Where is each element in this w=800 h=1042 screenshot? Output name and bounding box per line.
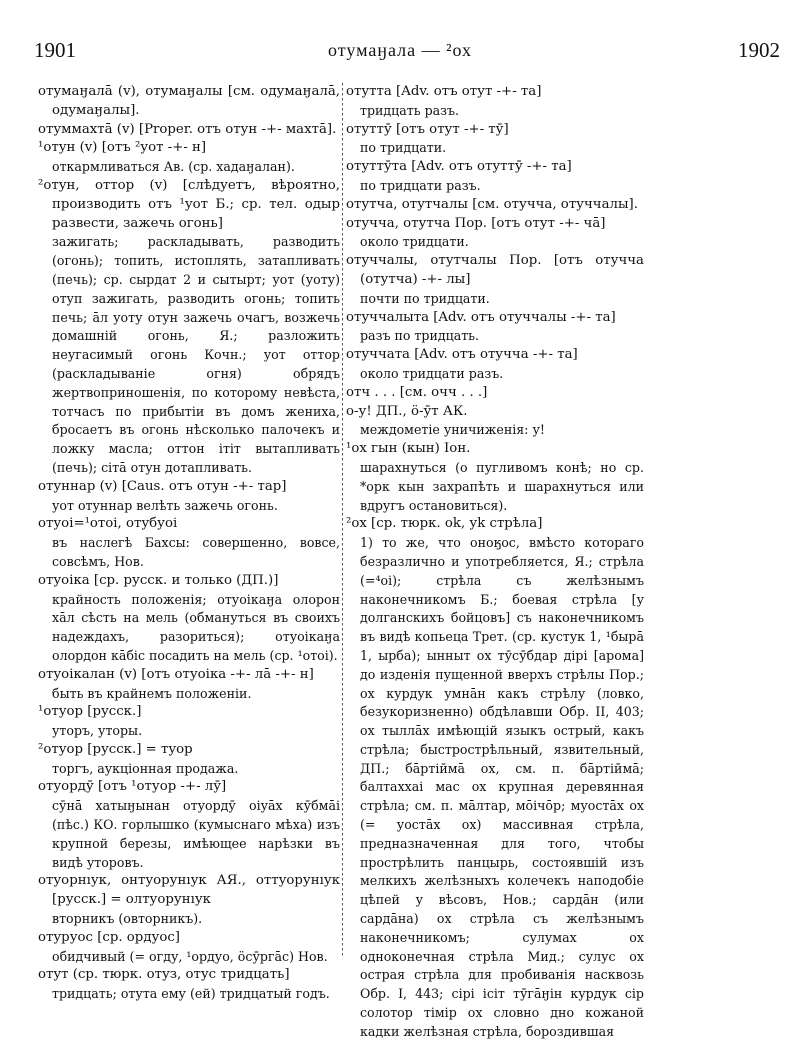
dictionary-headword: отуоіка [ср. русск. и только (ДП.)] xyxy=(38,572,279,588)
dictionary-definition: въ наслегѣ Бахсы: совершенно, вовсе, совсѣмъ, Нов. xyxy=(52,535,340,569)
dictionary-headword: отут (ср. тюрк. отуз, отус тридцать] xyxy=(38,967,290,983)
dictionary-headword: отуммахтā (v) [Proper. отъ отун -+- махтā]. xyxy=(38,121,337,137)
dictionary-headword: отуоі=¹отоі, отубуоі xyxy=(38,516,178,532)
dictionary-definition: по тридцати разъ. xyxy=(360,177,481,193)
dictionary-headword: отуоікалан (v) [отъ отуоіка -+- лā -+- н] xyxy=(38,666,314,682)
dictionary-definition: по тридцати. xyxy=(360,140,447,156)
dictionary-definition: тридцать; отута ему (ей) тридцатый годъ. xyxy=(52,986,330,1002)
dictionary-headword: отутча, отутчалы [см. отучча, отуччалы]. xyxy=(346,196,638,212)
dictionary-headword: отуордӯ [отъ ¹отуор -+- лӯ] xyxy=(38,779,227,795)
dictionary-definition: около тридцати. xyxy=(360,234,469,250)
dictionary-headword: ²ох [ср. тюрк. ok, уk стрѣла] xyxy=(346,516,543,532)
dictionary-headword: отуруос [ср. ордуос] xyxy=(38,929,180,945)
dictionary-definition: вторникъ (овторникъ). xyxy=(52,911,203,927)
dictionary-definition: крайность положенія; отуоікаӈа олорон хāл сѣсть на мель (обмануться въ своихъ надеждахъ, разориться); отуоікаӈа олордон кāбіс посадить на мель (ср. ¹отоі). xyxy=(52,591,340,663)
dictionary-headword: отумаӈалā (v), отумаӈалы [см. одумаӈалā, одумаӈалы]. xyxy=(38,84,340,118)
dictionary-headword: отуттӯ [отъ отут -+- тӯ] xyxy=(346,121,509,137)
dictionary-headword: о-у! ДП., ö-ӯт АК. xyxy=(346,403,468,419)
dictionary-definition: разъ по тридцать. xyxy=(360,328,480,344)
dictionary-headword: отч . . . [см. очч . . .] xyxy=(346,384,488,400)
dictionary-definition: 1) то же, что оноӄос, вмѣсто котораго безразлично и употребляется, Я.; стрѣла (=⁴оі); стрѣла съ желѣзнымъ наконечникомъ Б.; боевая стрѣла [у долганскихъ бойцовъ] съ наконечникомъ въ видѣ копьеца Трет. (ср. кустук 1, ¹бырā 1, ырба); ынныт ох тӯсӯбдар дірі [арома] до изденія пущенной вверхъ стрѣлы Пор.; ох курдук умнāн какъ стрѣлу (ловко, безукоризненно) обдѣлавши Обр. II, 403; ох тыллāх имѣющій языкъ острый, какъ стрѣла; быстрострѣльный, язвительный, ДП.; бāртіӣмā ох, см. п. бāртіӣмā; балтаххаі мас ох крупная деревянная стрѣла; см. п. мāлтар, мōічōр; муостāх ох (= уостāх ох) массивная стрѣла, предназначенная для того, чтобы прострѣлить панцырь, состоявшій изъ мелкихъ желѣзныхъ колечекъ наподобіе цѣпей у вѣсовъ, Нов.; сардāн (или сардāна) ох стрѣла съ желѣзнымъ наконечникомъ; сулумах ох одноконечная стрѣла Мид.; сулус ох острая стрѣла для пробиванія насквозь Обр. I, 443; сірі ісіт тӯгāӈін курдук сір солотор тімір ох словно дно кожаной кадки желѣзная стрѣла, бороздившая xyxy=(360,535,644,1039)
dictionary-headword: ²отуор [русск.] = туор xyxy=(38,741,193,757)
dictionary-definition: зажигать; раскладывать, разводить (огонь); топить, истоплять, затапливать (печь); ср. сырдат 2 и сытырт; уот (уоту) отуп зажигать, разводить огонь; топить печь; āл уоту отун зажечь очагъ, возжечь домашній огонь, Я.; разложить неугасимый огонь Кочн.; уот оттор (раскладываніе огня) обрядъ жертвоприношенія, по которому невѣста, тотчасъ по прибытіи въ домъ жениха, бросаетъ въ огонь нѣсколько палочекъ и ложку масла; оттон ітіт вытапливать (печь); сітā отун дотапливать. xyxy=(52,234,340,475)
dictionary-definition: сӯнā хатыӈынан отуордӯ оіуāх кӯбмāі (пѣс.) КО. горлышко (кумыснаго мѣха) изъ крупной березы, имѣющее нарѣзки въ видѣ уторовъ. xyxy=(52,798,340,870)
page-header xyxy=(20,38,780,64)
dictionary-headword: отуччата [Adv. отъ отучча -+- та] xyxy=(346,347,578,363)
dictionary-headword: ¹отуор [русск.] xyxy=(38,704,142,720)
page-number-right: 1902 xyxy=(738,38,780,62)
right-column xyxy=(346,83,644,1039)
dictionary-definition: шарахнуться (о пугливомъ конѣ; но ср. *орк кын захрапѣть и шарахнуться или вдругъ остановиться). xyxy=(360,459,644,513)
column-divider xyxy=(342,83,343,956)
dictionary-headword: отучча, отутча Пор. [отъ отут -+- чā] xyxy=(346,215,606,231)
dictionary-headword: отутта [Adv. отъ отут -+- та] xyxy=(346,84,542,99)
dictionary-headword: ¹отун (v) [отъ ²уот -+- н] xyxy=(38,140,207,156)
page-number-left: 1901 xyxy=(34,38,76,62)
dictionary-definition: откармливаться Ав. (ср. хадаӈалан). xyxy=(52,159,295,175)
dictionary-headword: ¹ох гын (кын) Іон. xyxy=(346,441,471,457)
dictionary-definition: уторъ, уторы. xyxy=(52,723,143,739)
dictionary-headword: отуттӯта [Adv. отъ отуттӯ -+- та] xyxy=(346,159,572,175)
dictionary-definition: тридцать разъ. xyxy=(360,102,460,118)
left-column xyxy=(38,83,340,1028)
dictionary-headword: отуннар (v) [Caus. отъ отун -+- тар] xyxy=(38,478,287,494)
dictionary-definition: торгъ, аукціонная продажа. xyxy=(52,760,239,776)
dictionary-definition: почти по тридцати. xyxy=(360,290,490,306)
dictionary-headword: ²отун, оттор (v) [слѣдуетъ, вѣроятно, производить отъ ¹уот Б.; ср. тел. одыр развести, зажечь огонь] xyxy=(38,177,340,231)
dictionary-definition: около тридцати разъ. xyxy=(360,365,504,381)
dictionary-definition: обидчивый (= огду, ¹ордуо, öсӯргāс) Нов. xyxy=(52,948,328,964)
dictionary-definition: уот отуннар велѣть зажечь огонь. xyxy=(52,497,278,513)
dictionary-definition: быть въ крайнемъ положеніи. xyxy=(52,685,252,701)
dictionary-headword: отуччалыта [Adv. отъ отуччалы -+- та] xyxy=(346,309,616,325)
dictionary-headword: отуччалы, отутчалы Пор. [отъ отучча (отутча) -+- лы] xyxy=(346,253,644,287)
dictionary-definition: междометіе уничиженія: у! xyxy=(360,422,545,438)
dictionary-headword: отуорнıук, онтуорунıук АЯ., оттуорунıук [русск.] = олтуорунıук xyxy=(38,873,340,908)
running-title: отумаӈала — ²ох xyxy=(327,40,473,60)
